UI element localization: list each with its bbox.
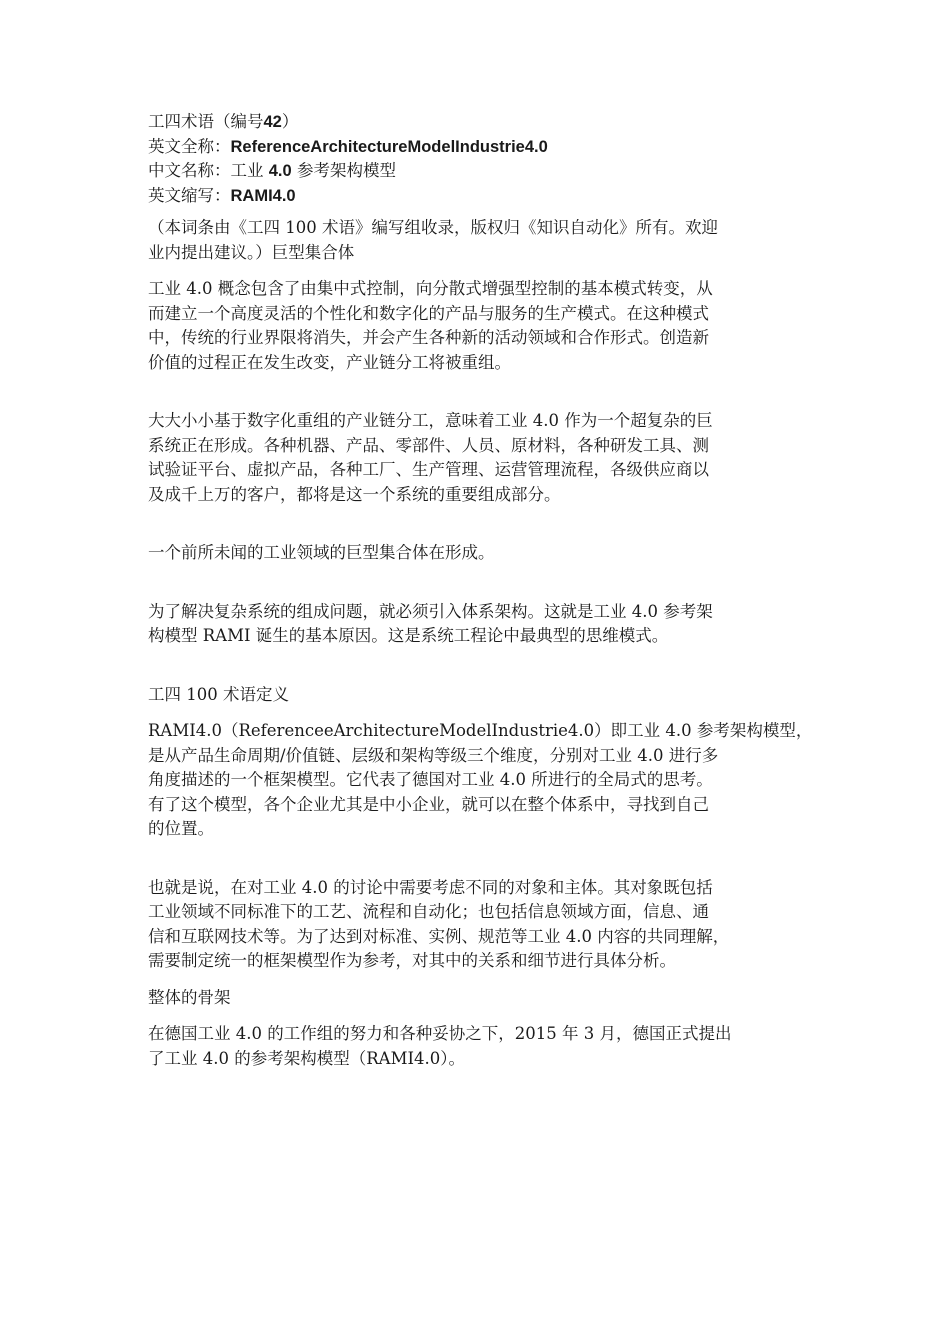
- paragraph-line: 试验证平台、虚拟产品，各种工厂、生产管理、运营管理流程，各级供应商以: [148, 460, 709, 479]
- chinese-name-label: 中文名称：工业: [148, 161, 264, 180]
- paragraph-definition: [148, 719, 813, 842]
- abbreviation-line: [148, 184, 808, 209]
- section-heading-skeleton: [148, 986, 808, 1011]
- paragraph-line: RAMI4.0（ReferenceeArchitectureModelIndustrie4.0）即工业 4.0 参考架构模型，: [148, 721, 813, 740]
- chinese-name-line: [148, 159, 808, 184]
- paragraph-line: 角度描述的一个框架模型。它代表了德国对工业 4.0 所进行的全局式的思考。: [148, 770, 713, 789]
- paragraph-aggregate: [148, 541, 808, 566]
- paragraph-line: 是从产品生命周期/价值链、层级和架构等级三个维度，分别对工业 4.0 进行多: [148, 745, 719, 765]
- paragraph-line: 构模型 RAMI 诞生的基本原因。这是系统工程论中最典型的思维模式。: [148, 626, 669, 645]
- paragraph-line: 及成千上万的客户，都将是这一个系统的重要组成部分。: [148, 484, 561, 504]
- paragraph-line: 需要制定统一的框架模型作为参考，对其中的关系和细节进行具体分析。: [148, 951, 676, 970]
- abbreviation-label: 英文缩写：: [148, 185, 231, 205]
- copyright-note: [148, 216, 808, 265]
- heading-text: 整体的骨架: [148, 987, 231, 1007]
- paragraph-line: 价值的过程正在发生改变，产业链分工将被重组。: [148, 352, 511, 372]
- document-page: [148, 110, 813, 1071]
- term-suffix: ）: [281, 112, 299, 131]
- note-line: （本词条由《工四 100 术语》编写组收录，版权归《知识自动化》所有。欢迎: [148, 218, 718, 237]
- english-full-label: 英文全称：: [148, 136, 231, 156]
- paragraph-line: 在德国工业 4.0 的工作组的努力和各种妥协之下，2015 年 3 月，德国正式提出: [148, 1024, 732, 1043]
- paragraph-line: 系统正在形成。各种机器、产品、零部件、人员、原材料，各种研发工具、测: [148, 435, 709, 455]
- paragraph-release: [148, 1022, 808, 1071]
- paragraph-line: 有了这个模型，各个企业尤其是中小企业，就可以在整个体系中，寻找到自己: [148, 794, 709, 814]
- term-number-line: [148, 110, 808, 135]
- paragraph-line: 为了解决复杂系统的组成问题，就必须引入体系架构。这就是工业 4.0 参考架: [148, 601, 713, 621]
- abbreviation-value: RAMI4.0: [230, 186, 296, 205]
- term-prefix: 工四术语（编号: [148, 112, 264, 131]
- english-full-name-line: [148, 135, 808, 160]
- paragraph-system: [148, 409, 808, 507]
- paragraph-line: 工业领域不同标准下的工艺、流程和自动化；也包括信息领域方面，信息、通: [148, 902, 709, 921]
- heading-text: 工四 100 术语定义: [148, 684, 289, 704]
- chinese-name-number: 4.0: [268, 162, 292, 180]
- english-full-value: ReferenceArchitectureModelIndustrie4.0: [230, 137, 548, 156]
- paragraph-concept: [148, 277, 808, 375]
- paragraph-line: 一个前所未闻的工业领域的巨型集合体在形成。: [148, 543, 495, 562]
- paragraph-line: 工业 4.0 概念包含了由集中式控制，向分散式增强型控制的基本模式转变，从: [148, 279, 713, 298]
- paragraph-architecture: [148, 600, 808, 649]
- paragraph-line: 中，传统的行业界限将消失，并会产生各种新的活动领域和合作形式。创造新: [148, 328, 709, 347]
- note-line: 业内提出建议。）巨型集合体: [148, 242, 355, 262]
- paragraph-line: 了工业 4.0 的参考架构模型（RAMI4.0）。: [148, 1048, 465, 1068]
- section-heading-definition: [148, 683, 808, 708]
- paragraph-line: 也就是说，在对工业 4.0 的讨论中需要考虑不同的对象和主体。其对象既包括: [148, 877, 713, 897]
- paragraph-discussion: [148, 876, 808, 974]
- paragraph-line: 的位置。: [148, 819, 214, 838]
- chinese-name-suffix: 参考架构模型: [296, 161, 396, 180]
- paragraph-line: 大大小小基于数字化重组的产业链分工，意味着工业 4.0 作为一个超复杂的巨: [148, 411, 713, 430]
- paragraph-line: 而建立一个高度灵活的个性化和数字化的产品与服务的生产模式。在这种模式: [148, 303, 709, 323]
- paragraph-line: 信和互联网技术等。为了达到对标准、实例、规范等工业 4.0 内容的共同理解，: [148, 926, 730, 946]
- term-number: 42: [263, 113, 282, 131]
